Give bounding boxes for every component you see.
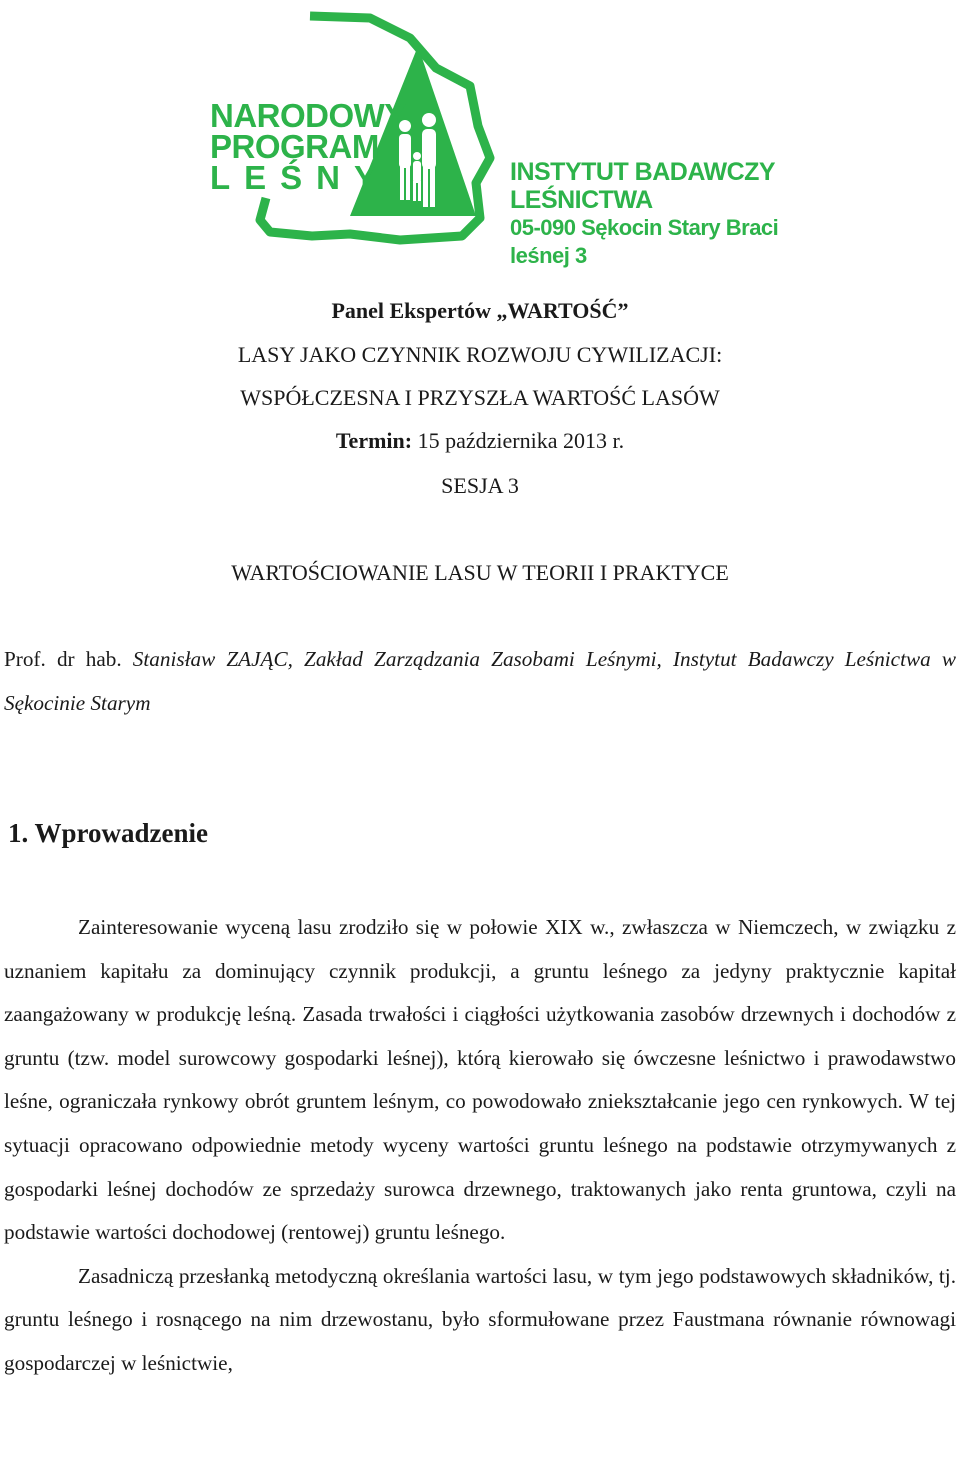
term-value: 15 października 2013 r. [412, 428, 625, 453]
session-title: WARTOŚCIOWANIE LASU W TEORII I PRAKTYCE [231, 560, 729, 585]
term-line [0, 428, 960, 454]
institute-name: INSTYTUT BADAWCZY LEŚNICTWA [510, 158, 775, 214]
institute-address: 05-090 Sękocin Stary Braci leśnej 3 [510, 215, 779, 268]
panel-title [0, 298, 960, 324]
author-name: Stanisław ZAJĄC, [132, 647, 293, 671]
paragraph-1: Zainteresowanie wyceną lasu zrodziło się w połowie XIX w., zwłaszcza w Niemczech, w związku z uznaniem kapitału za dominujący czynnik produkcji, a gruntu leśnego za jedyny praktycznie kapitał zaangażowany w produkcję leśną. Zasada trwałości i ciągłości użytkowania zasobów drzewnych i dochodów z gruntu (tzw. model surowcowy gospodarki leśnej), którą kierowało się ówczesne leśnictwo i prawodawstwo leśne, ograniczała rynkowy obrót gruntem leśnym, co powodowało zniekształcanie jego cen rynkowych. W tej sytuacji opracowano odpowiednie metody wyceny wartości gruntu leśnego na podstawie otrzymywanych z gospodarki leśnej dochodów ze sprzedaży surowca drzewnego, traktowanych jako renta gruntowa, czyli na podstawie wartości dochodowej (rentowej) gruntu leśnego. [4, 915, 956, 1245]
subtitle-line-2: WSPÓŁCZESNA I PRZYSZŁA WARTOŚĆ LASÓW [240, 385, 720, 410]
section-heading: 1. Wprowadzenie [8, 818, 209, 848]
program-line-2: PROGRAM [210, 128, 379, 165]
author-affiliation: Zakład Zarządzania Zasobami Leśnymi, Instytut Badawczy Leśnictwa w Sękocinie Starym [4, 647, 956, 715]
body-text [4, 906, 956, 1386]
term-label: Termin: [335, 428, 413, 453]
author-line [4, 638, 956, 725]
panel-name: „WARTOŚĆ” [496, 298, 629, 323]
author-title: Prof. dr hab. [4, 647, 133, 671]
program-line-1: NARODOWY [210, 97, 406, 134]
paragraph-2: Zasadniczą przesłanką metodyczną określania wartości lasu, w tym jego podstawowych składników, tj. gruntu leśnego i rosnącego na nim drzewostanu, było sformułowane przez Faustmana równanie równowagi gospodarczej w leśnictwie, [4, 1263, 956, 1375]
program-line-3: LEŚNY [210, 159, 391, 196]
program-name [210, 97, 406, 196]
institute-block [510, 158, 840, 270]
session-number: SESJA 3 [441, 473, 519, 498]
panel-prefix: Panel Ekspertów [331, 298, 497, 323]
subtitle-line-1: LASY JAKO CZYNNIK ROZWOJU CYWILIZACJI: [237, 342, 723, 367]
logo [200, 8, 840, 268]
